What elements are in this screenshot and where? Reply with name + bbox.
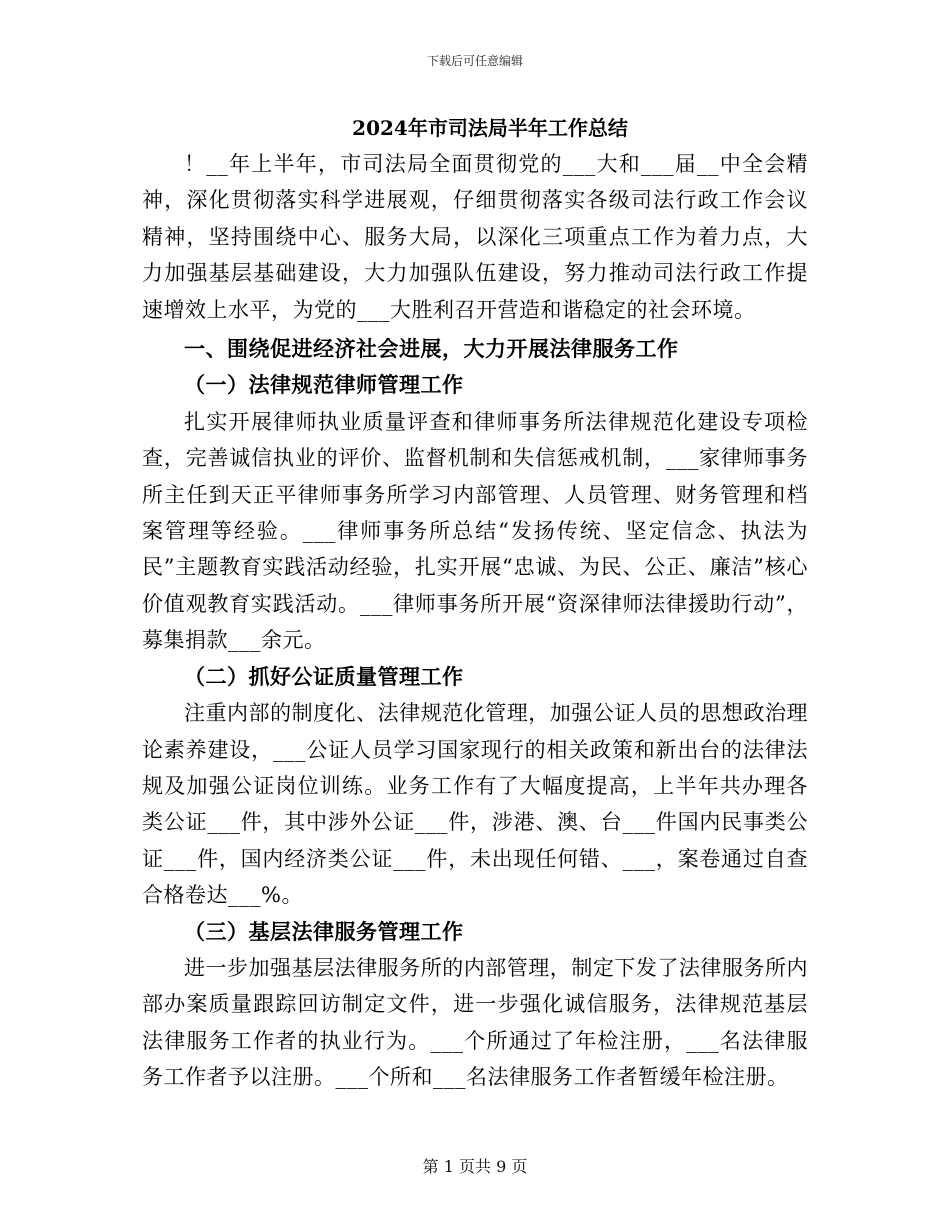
subsection-heading-3: （三）基层法律服务管理工作 (184, 918, 464, 944)
subsection-body-3: 进一步加强基层法律服务所的内部管理，制定下发了法律服务所内部办案质量跟踪回访制定文件，进一步强化诚信服务，法律规范基层法律服务工作者的执业行为。___个所通过了年检注册，___名法律服务工作者予以注册。___个所和___名法律服务工作者暂缓年检注册。 (142, 955, 808, 1090)
document-body (142, 110, 808, 1096)
page-header: 下载后可任意编辑 (426, 54, 523, 68)
subsection-body-1: 扎实开展律师执业质量评查和律师事务所法律规范化建设专项检查，完善诚信执业的评价、监督机制和失信惩戒机制，___家律师事务所主任到天正平律师事务所学习内部管理、人员管理、财务管理和档案管理等经验。___律师事务所总结“发扬传统、坚定信念、执法为民”主题教育实践活动经验，扎实开展“忠诚、为民、公正、廉洁”核心价值观教育实践活动。___律师事务所开展“资深律师法律援助行动”，募集捐款___余元。 (142, 409, 808, 653)
subsection-body-2: 注重内部的制度化、法律规范化管理，加强公证人员的思想政治理论素养建设，___公证人员学习国家现行的相关政策和新出台的法律法规及加强公证岗位训练。业务工作有了大幅度提高，上半年共办理各类公证___件，其中涉外公证___件，涉港、澳、台___件国内民事类公证___件，国内经济类公证___件，未出现任何错、___，案卷通过自查合格卷达___%。 (142, 701, 808, 908)
subsection-heading-2: （二）抓好公证质量管理工作 (184, 663, 464, 689)
document-title: 2024年市司法局半年工作总结 (352, 116, 628, 140)
intro-paragraph: ！__年上半年，市司法局全面贯彻党的___大和___届__中全会精神，深化贯彻落实科学进展观，仔细贯彻落实各级司法行政工作会议精神，坚持围绕中心、服务大局，以深化三项重点工作为着力点，大力加强基层基础建设，大力加强队伍建设，努力推动司法行政工作提速增效上水平，为党的___大胜利召开营造和谐稳定的社会环境。 (142, 152, 808, 322)
section-heading-1: 一、围绕促进经济社会进展，大力开展法律服务工作 (184, 336, 679, 362)
subsection-heading-1: （一）法律规范律师管理工作 (184, 372, 464, 398)
page-footer: 第 1 页共 9 页 (422, 1157, 528, 1176)
